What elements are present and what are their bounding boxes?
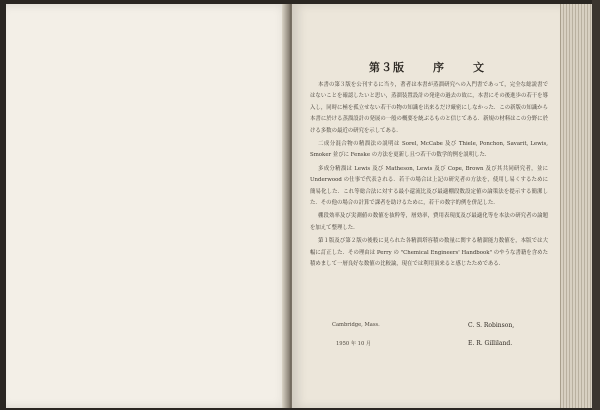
title-word-2: 文 — [473, 61, 485, 74]
background-edge — [592, 0, 600, 410]
signature-date: 1950 年 10 月 — [336, 341, 372, 347]
signature-author-2: E. R. Gilliland. — [468, 340, 513, 347]
preface-paragraph: 本書の第３版を公刊するに当り，著者は本書が蒸溜研究への入門書であって，完全な総説書ではないことを確認したいと思い，蒸溜装置設計の発達の過去の故に，本書にその後進歩の若干を導入し，同時に極を孤立せない若干の物の知識を出来るだけ厳密にしなかった．この新版の知識から本書に於ける蒸溜設計の発展の一般の概要を統ぶるものと信じてある．新規の材料はこの分野に於ける多数の最近の研究を示してある． — [310, 82, 548, 134]
preface-body — [310, 80, 548, 273]
signature-author-1: C. S. Robinson, — [468, 322, 515, 329]
preface-paragraph: 第１版及び第２版の後般に見られた各精溜塔容積の数量に関する精溜能力数値を，本版では大幅に訂正した．その理由は Perry の "Chemical Engineers' Handbook" のやうな書籍を含めた積めまして一層良好な数値の比較論，現在では利用頂来ると感じたためである． — [310, 238, 548, 268]
right-page — [292, 4, 562, 408]
preface-paragraph: 多成分精溜は Lewis 及び Matheson, Lewis 及び Cope, Brown 及び其共同研究者，並に Underwood の仕事で代表される．若干の場合は上記の研究者の方法を，使用し易くするために簡易化した．これ等総合法に対する最小還流比及び最適棚段数設定値の論策法を提示する簡潔した．その他の場合の計算で課者を助けるために，若干の数字的例を併記した． — [310, 165, 548, 207]
title-edition: 第３版 — [369, 61, 405, 74]
signature-place: Cambridge, Mass. — [332, 322, 380, 328]
preface-title — [292, 59, 562, 75]
title-word-1: 序 — [433, 61, 445, 74]
preface-paragraph: 棚段効率及び実測値の数値を抜粋等，層効率，費用表現度及び最適化等を本法の研究者の論題を加えて整理した． — [310, 213, 548, 231]
preface-paragraph: 二成分混合物の精溜法の説明は Sorel, McCabe 及び Thiele, Ponchon, Savarit, Lewis, Smoker 並びに Fenske の方法を更新し且つ若干の数学的例を説明した． — [310, 141, 548, 159]
left-page-blank — [6, 4, 290, 408]
